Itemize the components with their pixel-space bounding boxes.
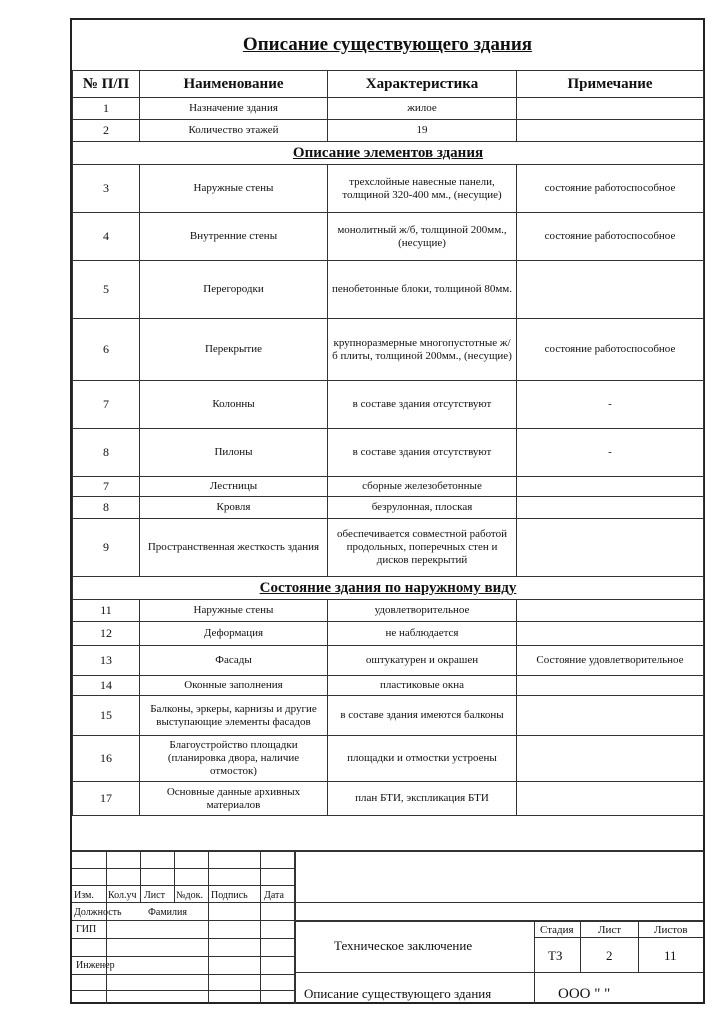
table-row <box>73 646 704 676</box>
cell-note <box>517 519 704 577</box>
section-title: Состояние здания по наружному виду <box>259 579 517 596</box>
header-characteristic: Характеристика <box>328 71 517 98</box>
cell-num: 13 <box>73 646 140 676</box>
cell-name: Пространственная жесткость здания <box>140 519 328 577</box>
cell-char: площадки и отмостки устроены <box>328 736 517 782</box>
cell-note <box>517 477 704 497</box>
cell-name: Оконные заполнения <box>140 676 328 696</box>
cell-char: трехслойные навесные панели, толщиной 320-400 мм., (несущие) <box>328 165 517 213</box>
description-table <box>72 70 704 816</box>
cell-name: Перегородки <box>140 261 328 319</box>
cell-num: 16 <box>73 736 140 782</box>
header-note: Примечание <box>517 71 704 98</box>
cell-name: Фасады <box>140 646 328 676</box>
cell-num: 9 <box>73 519 140 577</box>
cell-num: 11 <box>73 600 140 622</box>
table-row <box>73 98 704 120</box>
cell-char: удовлетворительное <box>328 600 517 622</box>
gip-label: ГИП <box>76 924 97 935</box>
cell-note <box>517 782 704 816</box>
cell-num: 8 <box>73 429 140 477</box>
sheets-value: 11 <box>664 948 677 963</box>
section-header-row <box>73 142 704 165</box>
col-ndok: №док. <box>176 890 203 901</box>
cell-char: монолитный ж/б, толщиной 200мм., (несущие) <box>328 213 517 261</box>
table-row <box>73 319 704 381</box>
table-row <box>73 381 704 429</box>
cell-note: состояние работоспособное <box>517 213 704 261</box>
engineer-label: Инженер <box>76 960 115 971</box>
stage-value: ТЗ <box>548 948 563 963</box>
cell-char: 19 <box>328 120 517 142</box>
table-row <box>73 429 704 477</box>
cell-char: оштукатурен и окрашен <box>328 646 517 676</box>
cell-char: в составе здания отсутствуют <box>328 381 517 429</box>
cell-name: Кровля <box>140 497 328 519</box>
cell-char: пластиковые окна <box>328 676 517 696</box>
col-data: Дата <box>264 890 284 901</box>
header-num: № П/П <box>73 71 140 98</box>
cell-name: Колонны <box>140 381 328 429</box>
document-title: Описание существующего здания <box>242 34 533 55</box>
cell-note: Состояние удовлетворительное <box>517 646 704 676</box>
col-izm: Изм. <box>74 890 94 901</box>
cell-name: Лестницы <box>140 477 328 497</box>
cell-num: 14 <box>73 676 140 696</box>
cell-name: Наружные стены <box>140 600 328 622</box>
table-row <box>73 736 704 782</box>
cell-num: 8 <box>73 497 140 519</box>
cell-name: Внутренние стены <box>140 213 328 261</box>
cell-note: состояние работоспособное <box>517 165 704 213</box>
table-row <box>73 261 704 319</box>
sheet-value: 2 <box>606 948 613 963</box>
table-header-row <box>73 71 704 98</box>
cell-num: 3 <box>73 165 140 213</box>
document-frame <box>70 18 705 1004</box>
cell-name: Перекрытие <box>140 319 328 381</box>
table-row <box>73 165 704 213</box>
cell-note <box>517 261 704 319</box>
section-title: Описание элементов здания <box>292 144 484 161</box>
cell-name: Основные данные архивных материалов <box>140 782 328 816</box>
cell-num: 7 <box>73 477 140 497</box>
cell-char: жилое <box>328 98 517 120</box>
cell-char: пенобетонные блоки, толщиной 80мм. <box>328 261 517 319</box>
table-row <box>73 213 704 261</box>
cell-char: крупноразмерные многопустотные ж/б плиты, толщиной 200мм., (несущие) <box>328 319 517 381</box>
cell-char: не наблюдается <box>328 622 517 646</box>
role-label: Должность <box>74 907 122 918</box>
cell-char: план БТИ, экспликация БТИ <box>328 782 517 816</box>
cell-note <box>517 120 704 142</box>
title-block-stamp <box>72 850 703 1004</box>
doc-type: Техническое заключение <box>334 938 473 953</box>
cell-note <box>517 622 704 646</box>
cell-char: обеспечивается совместной работой продольных, поперечных стен и дисков перекрытий <box>328 519 517 577</box>
table-row <box>73 120 704 142</box>
cell-num: 5 <box>73 261 140 319</box>
cell-name: Балконы, эркеры, карнизы и другие выступающие элементы фасадов <box>140 696 328 736</box>
doc-subject: Описание существующего здания <box>304 986 492 1001</box>
col-podpis: Подпись <box>211 890 248 901</box>
sheet-label: Лист <box>598 924 622 936</box>
table-row <box>73 600 704 622</box>
cell-note <box>517 600 704 622</box>
cell-num: 2 <box>73 120 140 142</box>
cell-num: 7 <box>73 381 140 429</box>
cell-num: 4 <box>73 213 140 261</box>
table-row <box>73 519 704 577</box>
table-row <box>73 477 704 497</box>
cell-char: в составе здания имеются балконы <box>328 696 517 736</box>
cell-note <box>517 676 704 696</box>
cell-char: безрулонная, плоская <box>328 497 517 519</box>
cell-name: Количество этажей <box>140 120 328 142</box>
cell-note <box>517 497 704 519</box>
header-name: Наименование <box>140 71 328 98</box>
cell-num: 6 <box>73 319 140 381</box>
table-row <box>73 622 704 646</box>
cell-num: 1 <box>73 98 140 120</box>
cell-name: Благоустройство площадки (планировка двора, наличие отмосток) <box>140 736 328 782</box>
cell-note <box>517 98 704 120</box>
stage-label: Стадия <box>540 924 574 936</box>
table-row <box>73 696 704 736</box>
organization: ООО " " <box>558 986 611 1002</box>
cell-name: Наружные стены <box>140 165 328 213</box>
table-row <box>73 497 704 519</box>
cell-num: 15 <box>73 696 140 736</box>
cell-num: 12 <box>73 622 140 646</box>
sheets-label: Листов <box>654 924 688 936</box>
table-row <box>73 782 704 816</box>
cell-name: Пилоны <box>140 429 328 477</box>
cell-name: Деформация <box>140 622 328 646</box>
table-row <box>73 676 704 696</box>
cell-note: - <box>517 381 704 429</box>
cell-note: - <box>517 429 704 477</box>
cell-note <box>517 736 704 782</box>
cell-note <box>517 696 704 736</box>
section-header-row <box>73 577 704 600</box>
cell-char: в составе здания отсутствуют <box>328 429 517 477</box>
cell-name: Назначение здания <box>140 98 328 120</box>
col-list: Лист <box>144 890 165 901</box>
col-kolvo: Кол.уч <box>108 890 137 901</box>
cell-note: состояние работоспособное <box>517 319 704 381</box>
surname-label: Фамилия <box>148 907 187 918</box>
cell-num: 17 <box>73 782 140 816</box>
cell-char: сборные железобетонные <box>328 477 517 497</box>
